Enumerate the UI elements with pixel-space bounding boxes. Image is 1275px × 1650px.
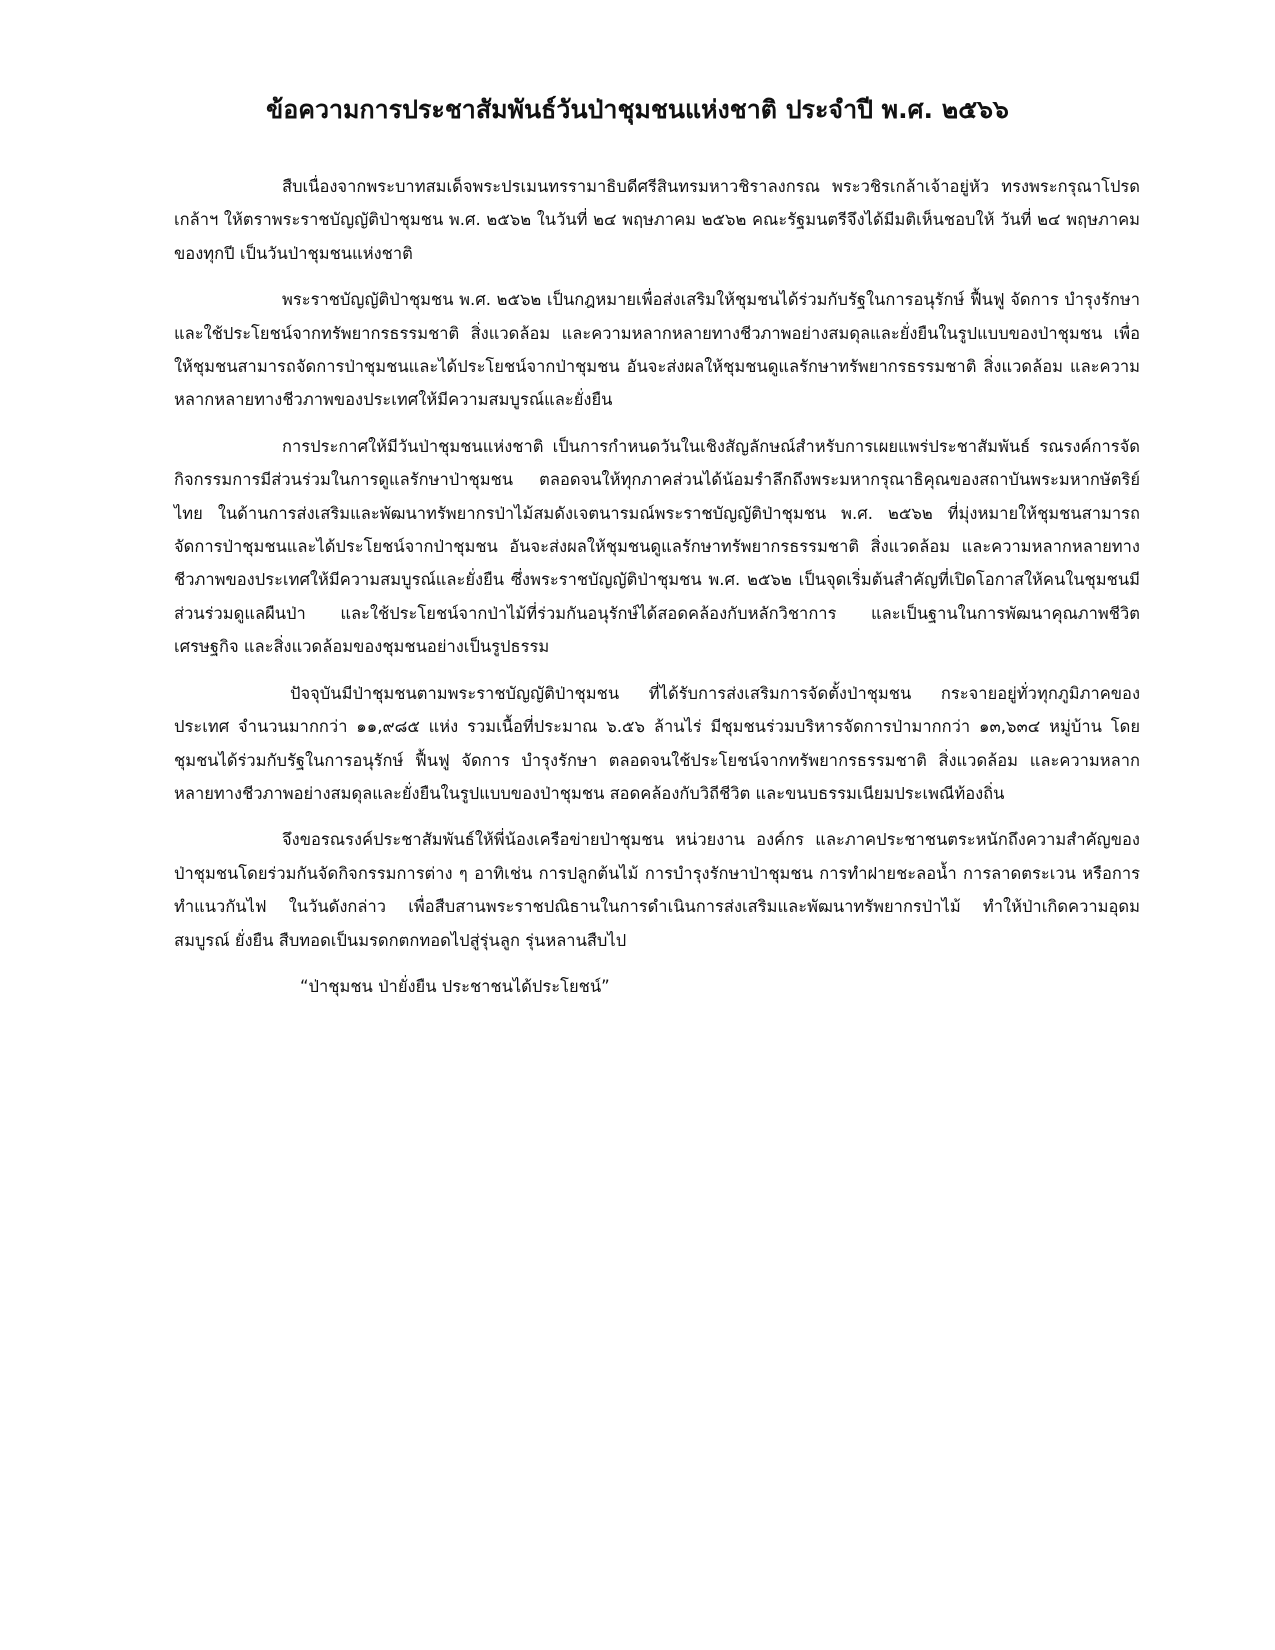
paragraph-national-day: การประกาศให้มีวันป่าชุมชนแห่งชาติ เป็นการกำหนดวันในเชิงสัญลักษณ์สำหรับการเผยแพร่ประชาสัมพันธ์ รณรงค์การจัดกิจกรรมการมีส่วนร่วมในการดูแลรักษาป่าชุมชน ตลอดจนให้ทุกภาคส่วนได้น้อมรำลึกถึงพระมหากรุณาธิคุณของสถาบันพระมหากษัตริย์ไทย ในด้านการส่งเสริมและพัฒนาทรัพยากรป่าไม้สมดังเจตนารมณ์พระราชบัญญัติป่าชุมชน พ.ศ. ๒๕๖๒ ที่มุ่งหมายให้ชุมชนสามารถจัดการป่าชุมชนและได้ประโยชน์จากป่าชุมชน อันจะส่งผลให้ชุมชนดูแลรักษาทรัพยากรธรรมชาติ สิ่งแวดล้อม และความหลากหลายทางชีวภาพของประเทศให้มีความสมบูรณ์และยั่งยืน ซึ่งพระราชบัญญัติป่าชุมชน พ.ศ. ๒๕๖๒ เป็นจุดเริ่มต้นสำคัญที่เปิดโอกาสให้คนในชุมชนมีส่วนร่วมดูแลผืนป่า และใช้ประโยชน์จากป่าไม้ที่ร่วมกันอนุรักษ์ได้สอดคล้องกับหลักวิชาการ และเป็นฐานในการพัฒนาคุณภาพชีวิต เศรษฐกิจ และสิ่งแวดล้อมของชุมชนอย่างเป็นรูปธรรม [174,436,1140,657]
document-title: ข้อความการประชาสัมพันธ์วันป่าชุมชนแห่งชาติ ประจำปี พ.ศ. ๒๕๖๖ [266,95,1009,124]
paragraph-campaign: จึงขอรณรงค์ประชาสัมพันธ์ให้พี่น้องเครือข่ายป่าชุมชน หน่วยงาน องค์กร และภาคประชาชนตระหนักถึงความสำคัญของป่าชุมชนโดยร่วมกันจัดกิจกรรมการต่าง ๆ อาทิเช่น การปลูกต้นไม้ การบำรุงรักษาป่าชุมชน การทำฝายชะลอน้ำ การลาดตระเวน หรือการทำแนวกันไฟ ในวันดังกล่าว เพื่อสืบสานพระราชปณิธานในการดำเนินการส่งเสริมและพัฒนาทรัพยากรป่าไม้ ทำให้ป่าเกิดความอุดมสมบูรณ์ ยั่งยืน สืบทอดเป็นมรดกตกทอดไปสู่รุ่นลูก รุ่นหลานสืบไป [174,830,1140,950]
paragraph-act-purpose: พระราชบัญญัติป่าชุมชน พ.ศ. ๒๕๖๒ เป็นกฎหมายเพื่อส่งเสริมให้ชุมชนได้ร่วมกับรัฐในการอนุรักษ์ ฟื้นฟู จัดการ บำรุงรักษา และใช้ประโยชน์จากทรัพยากรธรรมชาติ สิ่งแวดล้อม และความหลากหลายทางชีวภาพอย่างสมดุลและยั่งยืนในรูปแบบของป่าชุมชน เพื่อให้ชุมชนสามารถจัดการป่าชุมชนและได้ประโยชน์จากป่าชุมชน อันจะส่งผลให้ชุมชนดูแลรักษาทรัพยากรธรรมชาติ สิ่งแวดล้อม และความหลากหลายทางชีวภาพของประเทศให้มีความสมบูรณ์และยั่งยืน [174,290,1140,410]
paragraph-current-status: ปัจจุบันมีป่าชุมชนตามพระราชบัญญัติป่าชุมชน ที่ได้รับการส่งเสริมการจัดตั้งป่าชุมชน กระจายอยู่ทั่วทุกภูมิภาคของประเทศ จำนวนมากกว่า ๑๑,๙๘๕ แห่ง รวมเนื้อที่ประมาณ ๖.๕๖ ล้านไร่ มีชุมชนร่วมบริหารจัดการป่ามากกว่า ๑๓,๖๓๔ หมู่บ้าน โดยชุมชนได้ร่วมกับรัฐในการอนุรักษ์ ฟื้นฟู จัดการ บำรุงรักษา ตลอดจนใช้ประโยชน์จากทรัพยากรธรรมชาติ สิ่งแวดล้อม และความหลากหลายทางชีวภาพอย่างสมดุลและยั่งยืนในรูปแบบของป่าชุมชน สอดคล้องกับวิถีชีวิต และขนบธรรมเนียมประเพณีท้องถิ่น [174,683,1140,803]
paragraph-background: สืบเนื่องจากพระบาทสมเด็จพระปรเมนทรรามาธิบดีศรีสินทรมหาวชิราลงกรณ พระวชิรเกล้าเจ้าอยู่หัว ทรงพระกรุณาโปรดเกล้าฯ ให้ตราพระราชบัญญัติป่าชุมชน พ.ศ. ๒๕๖๒ ในวันที่ ๒๔ พฤษภาคม ๒๕๖๒ คณะรัฐมนตรีจึงได้มีมติเห็นชอบให้ วันที่ ๒๔ พฤษภาคม ของทุกปี เป็นวันป่าชุมชนแห่งชาติ [174,177,1140,263]
slogan: “ป่าชุมชน ป่ายั่งยืน ประชาชนได้ประโยชน์” [300,976,610,996]
document-body [174,170,1140,1016]
